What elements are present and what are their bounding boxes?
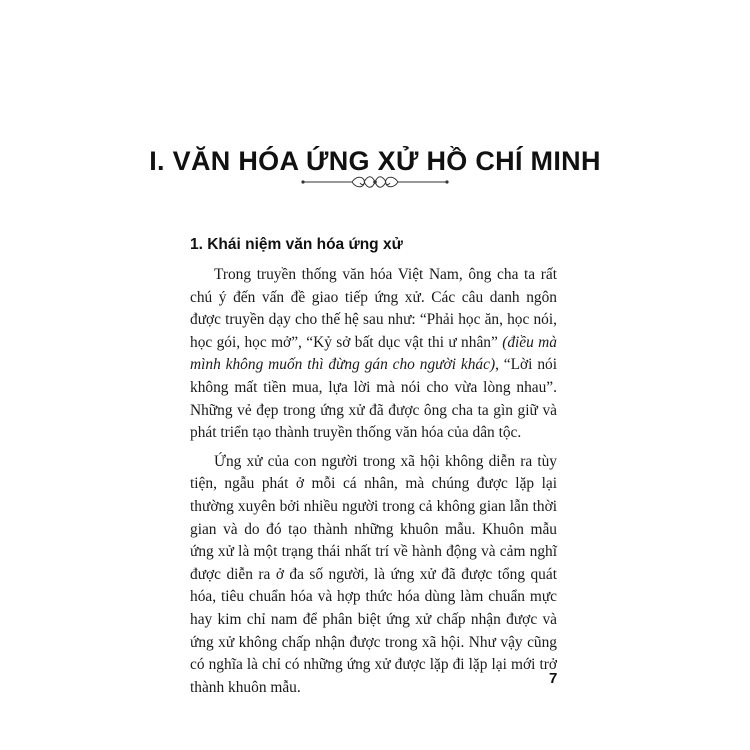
title-ornament bbox=[300, 172, 450, 192]
paragraph-2: Ứng xử của con người trong xã hội không diễn ra tùy tiện, ngẫu phát ở mỗi cá nhân, mà chúng được lặp lại thường xuyên bởi nhiều người trong cả không gian lẫn thời gian và do đó tạo thành những khuôn mẫu. Khuôn mẫu ứng xử là một trạng thái nhất trí về hành động và cảm nghĩ được diễn ra ở đa số người, là ứng xử đã được tổng quát hóa, tiêu chuẩn hóa và hợp thức hóa dùng làm chuẩn mực hay kim chỉ nam để phân biệt ứng xử chấp nhận được và ứng xử không chấp nhận được trong xã hội. Như vậy cũng có nghĩa là chỉ có những ứng xử được lặp đi lặp lại mới trở thành khuôn mẫu. bbox=[190, 452, 557, 696]
section-heading: 1. Khái niệm văn hóa ứng xử bbox=[190, 236, 403, 253]
paragraph-1 bbox=[190, 264, 557, 445]
paragraph-1-text: Trong truyền thống văn hóa Việt Nam, ông cha ta rất chú ý đến vấn đề giao tiếp ứng xử. Các câu danh ngôn được truyền dạy cho thế hệ sau như: “Phải học ăn, học nói, học gói, học mở”, “Kỷ sở bất dục vật thi ư nhân” bbox=[190, 266, 557, 351]
paragraph-1-italic-note: (điều mà mình không muốn thì đừng gán cho người khác) bbox=[190, 333, 557, 374]
paragraph-1-text-end: , “Lời nói không mất tiền mua, lựa lời mà nói cho vừa lòng nhau”. Những vẻ đẹp trong ứng xử đã được ông cha ta gìn giữ và phát triển tạo thành truyền thống văn hóa của dân tộc. bbox=[190, 356, 557, 442]
body-text bbox=[190, 264, 557, 705]
page-number: 7 bbox=[549, 670, 558, 687]
chapter-title: I. VĂN HÓA ỨNG XỬ HỒ CHÍ MINH bbox=[149, 146, 601, 176]
